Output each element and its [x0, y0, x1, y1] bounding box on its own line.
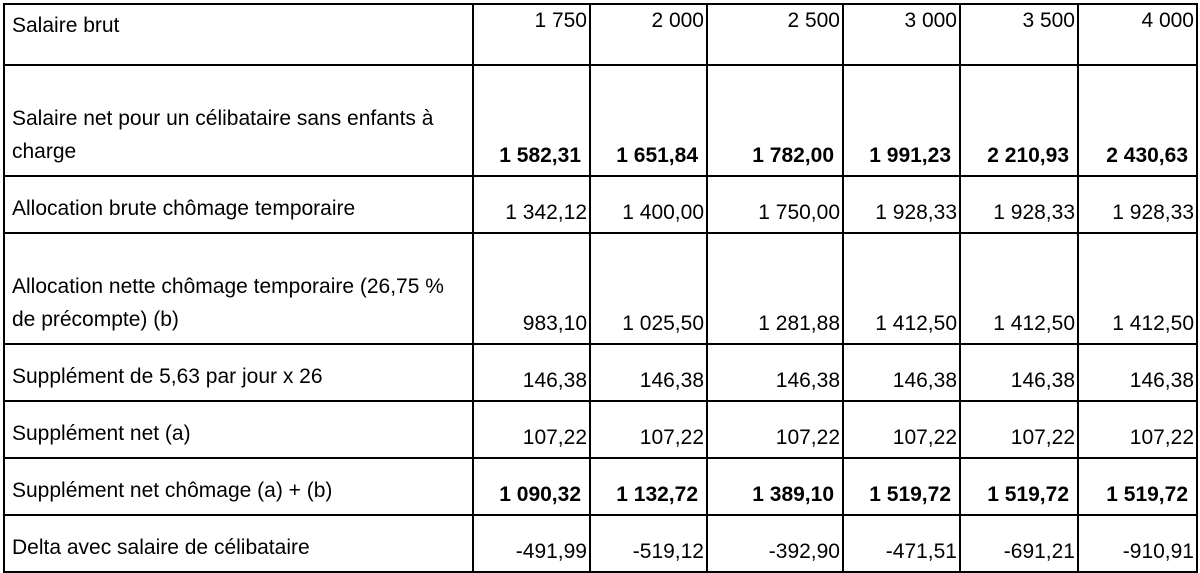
value-cell: 1 582,31 [473, 65, 590, 176]
header-cell: 3 500 [960, 4, 1078, 65]
value-cell: -471,51 [843, 515, 960, 572]
value-cell: 1 412,50 [1078, 233, 1197, 344]
row-label-cell: Supplément net (a) [4, 401, 473, 458]
value-cell: 146,38 [707, 344, 843, 401]
value-cell: 107,22 [843, 401, 960, 458]
table-row [4, 515, 1197, 572]
value-cell: 1 281,88 [707, 233, 843, 344]
header-cell: 3 000 [843, 4, 960, 65]
value-cell: 1 025,50 [590, 233, 707, 344]
value-cell: 1 991,23 [843, 65, 960, 176]
value-cell: 2 430,63 [1078, 65, 1197, 176]
value-cell: 1 090,32 [473, 458, 590, 515]
value-cell: 1 412,50 [843, 233, 960, 344]
value-cell: 2 210,93 [960, 65, 1078, 176]
header-cell: 1 750 [473, 4, 590, 65]
value-cell: -691,21 [960, 515, 1078, 572]
value-cell: 107,22 [707, 401, 843, 458]
table-row [4, 401, 1197, 458]
value-cell: 1 400,00 [590, 176, 707, 233]
table-row [4, 344, 1197, 401]
row-label-cell: Delta avec salaire de célibataire [4, 515, 473, 572]
value-cell: 107,22 [960, 401, 1078, 458]
header-cell: 2 500 [707, 4, 843, 65]
table-row [4, 233, 1197, 344]
value-cell: 1 928,33 [1078, 176, 1197, 233]
value-cell: 1 782,00 [707, 65, 843, 176]
value-cell: -392,90 [707, 515, 843, 572]
value-cell: 1 389,10 [707, 458, 843, 515]
value-cell: 146,38 [473, 344, 590, 401]
value-cell: 1 342,12 [473, 176, 590, 233]
value-cell: 107,22 [1078, 401, 1197, 458]
value-cell: 146,38 [1078, 344, 1197, 401]
value-cell: 1 651,84 [590, 65, 707, 176]
value-cell: 1 750,00 [707, 176, 843, 233]
value-cell: 1 519,72 [1078, 458, 1197, 515]
value-cell: 146,38 [960, 344, 1078, 401]
row-label-cell: Salaire net pour un célibataire sans enfants à charge [4, 65, 473, 176]
value-cell: 107,22 [590, 401, 707, 458]
value-cell: -519,12 [590, 515, 707, 572]
salary-comparison-table [3, 3, 1198, 573]
row-label-cell: Allocation brute chômage temporaire [4, 176, 473, 233]
header-label-cell: Salaire brut [4, 4, 473, 65]
row-label-cell: Allocation nette chômage temporaire (26,75 % de précompte) (b) [4, 233, 473, 344]
header-cell: 4 000 [1078, 4, 1197, 65]
value-cell: -910,91 [1078, 515, 1197, 572]
value-cell: 1 519,72 [843, 458, 960, 515]
header-row [4, 4, 1197, 65]
value-cell: 1 928,33 [960, 176, 1078, 233]
value-cell: 1 519,72 [960, 458, 1078, 515]
value-cell: 1 928,33 [843, 176, 960, 233]
header-cell: 2 000 [590, 4, 707, 65]
value-cell: 1 412,50 [960, 233, 1078, 344]
table-row [4, 458, 1197, 515]
value-cell: 146,38 [590, 344, 707, 401]
value-cell: 146,38 [843, 344, 960, 401]
table-row [4, 65, 1197, 176]
value-cell: 107,22 [473, 401, 590, 458]
value-cell: 983,10 [473, 233, 590, 344]
value-cell: 1 132,72 [590, 458, 707, 515]
table-row [4, 176, 1197, 233]
row-label-cell: Supplément net chômage (a) + (b) [4, 458, 473, 515]
value-cell: -491,99 [473, 515, 590, 572]
row-label-cell: Supplément de 5,63 par jour x 26 [4, 344, 473, 401]
